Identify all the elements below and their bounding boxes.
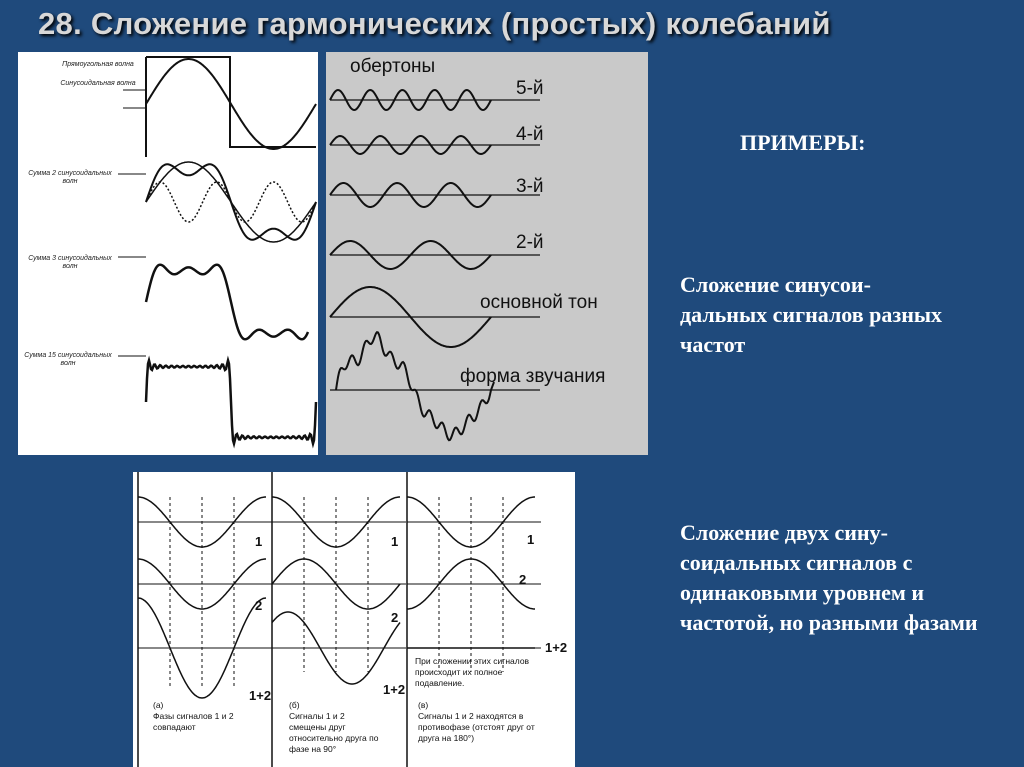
overtones-figure — [326, 52, 648, 455]
harmonic-sum-figure — [18, 52, 318, 455]
paragraph-frequencies: Сложение синусои-дальных сигналов разных частот — [680, 272, 943, 357]
label-c-2: 2 — [519, 572, 527, 587]
label-2nd: 2-й — [516, 232, 544, 253]
label-3rd: 3-й — [516, 176, 544, 197]
label-c-1: 1 — [527, 532, 535, 547]
label-a-2: 2 — [255, 598, 263, 613]
label-sum-3: Сумма 3 синусоидальных волн — [28, 255, 112, 270]
square-wave — [146, 57, 316, 157]
label-b-1: 1 — [391, 534, 399, 549]
label-c-sum: 1+2 — [545, 640, 568, 655]
harmonic-sum-waves — [18, 52, 318, 455]
slide-title: 28. Сложение гармонических (простых) колебаний — [38, 6, 831, 41]
caption-b — [289, 700, 384, 755]
sum-15-wave — [146, 360, 316, 443]
label-4th: 4-й — [516, 124, 544, 145]
third-harmonic-dotted — [146, 182, 316, 222]
label-a-1: 1 — [255, 534, 263, 549]
overtones-header: обертоны — [350, 56, 436, 77]
label-5th: 5-й — [516, 78, 544, 99]
examples-heading: ПРИМЕРЫ: — [740, 130, 866, 155]
label-sum-2: Сумма 2 синусоидальных волн — [28, 170, 112, 185]
caption-a — [153, 700, 253, 733]
caption-c-letter: (в) — [418, 700, 429, 710]
caption-b-text: Сигналы 1 и 2 смещены друг относительно друга по фазе на 90° — [289, 711, 379, 754]
caption-c-text: Сигналы 1 и 2 находятся в противофазе (отстоят друг от друга на 180°) — [418, 711, 535, 743]
label-sum-15: Сумма 15 синусоидальных волн — [24, 352, 112, 367]
label-square-wave: Прямоугольная волна — [62, 61, 134, 68]
overtone-waves — [326, 52, 648, 455]
label-sine-wave: Синусоидальная волна — [60, 80, 136, 87]
label-a-sum: 1+2 — [249, 688, 272, 703]
caption-a-text: Фазы сигналов 1 и 2 совпадают — [153, 711, 234, 732]
label-fundamental: основной тон — [480, 292, 598, 313]
sum-3-wave — [146, 265, 308, 340]
paragraph-phases: Сложение двух сину-соидальных сигналов с одинаковыми уровнем и частотой, но разными фазами — [680, 520, 978, 635]
label-waveform: форма звучания — [460, 366, 606, 387]
caption-b-letter: (б) — [289, 700, 300, 710]
label-b-sum: 1+2 — [383, 682, 406, 697]
suppression-note: При сложении этих сигналов происходит их полное подавление. — [415, 656, 530, 688]
caption-a-letter: (а) — [153, 700, 164, 710]
caption-c — [418, 700, 543, 744]
label-b-2: 2 — [391, 610, 399, 625]
phase-figure — [133, 472, 575, 767]
